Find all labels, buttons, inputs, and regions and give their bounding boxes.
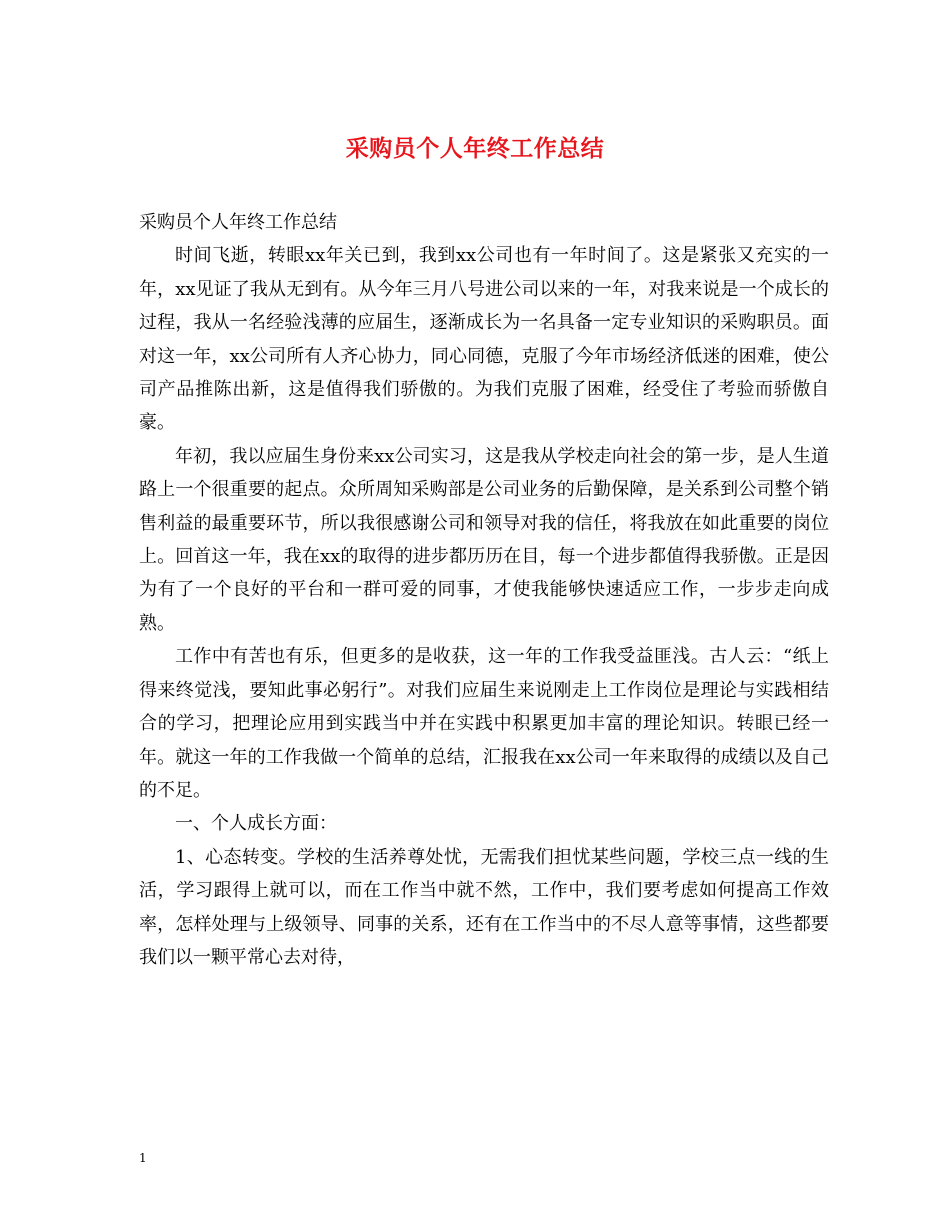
section-heading-personal-growth: 一、个人成长方面：	[175, 813, 337, 835]
document-title: 采购员个人年终工作总结	[345, 135, 605, 162]
paragraph-work-gains: 工作中有苦也有乐，但更多的是收获，这一年的工作我受益匪浅。古人云：“纸上得来终觉浅，要知此事必躬行”。对我们应届生来说刚走上工作岗位是理论与实践相结合的学习，把理论应用到实践当中并在实践中积累更加丰富的理论知识。转眼已经一年。就这一年的工作我做一个简单的总结，汇报我在xx公司一年来取得的成绩以及自己的不足。	[139, 646, 829, 801]
paragraph-beginning-of-year: 年初，我以应届生身份来xx公司实习，这是我从学校走向社会的第一步，是人生道路上一个很重要的起点。众所周知采购部是公司业务的后勤保障，是关系到公司整个销售利益的最重要环节，所以我很感谢公司和领导对我的信任，将我放在如此重要的岗位上。回首这一年，我在xx的取得的进步都历历在目，每一个进步都值得我骄傲。正是因为有了一个良好的平台和一群可爱的同事，才使我能够快速适应工作，一步步走向成熟。	[139, 445, 829, 634]
paragraph-intro: 时间飞逝，转眼xx年关已到，我到xx公司也有一年时间了。这是紧张又充实的一年，xx见证了我从无到有。从今年三月八号进公司以来的一年，对我来说是一个成长的过程，我从一名经验浅薄的应届生，逐渐成长为一名具备一定专业知识的采购职员。面对这一年，xx公司所有人齐心协力，同心同德，克服了今年市场经济低迷的困难，使公司产品推陈出新，这是值得我们骄傲的。为我们克服了困难，经受住了考验而骄傲自豪。	[139, 245, 829, 434]
document-subtitle: 采购员个人年终工作总结	[139, 212, 337, 233]
document-body	[139, 206, 829, 974]
paragraph-mindset-change: 1、心态转变。学校的生活养尊处忧，无需我们担忧某些问题，学校三点一线的生活，学习跟得上就可以，而在工作当中就不然，工作中，我们要考虑如何提高工作效率，怎样处理与上级领导、同事的关系，还有在工作当中的不尽人意等事情，这些都要我们以一颗平常心去对待，	[139, 846, 829, 968]
page-number: 1	[139, 1151, 147, 1165]
